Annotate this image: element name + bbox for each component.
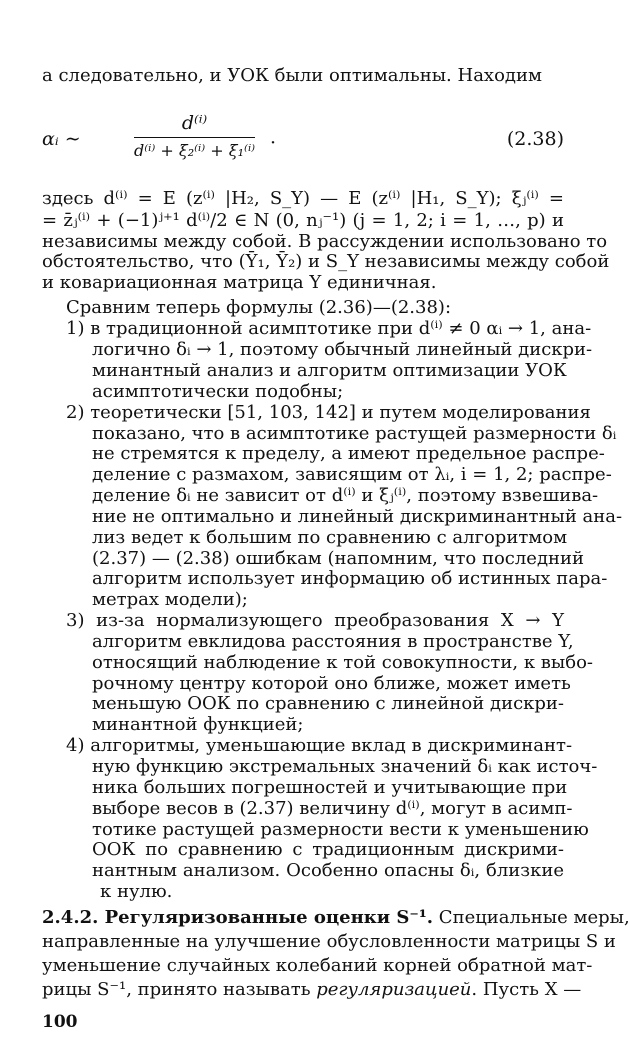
formula-numerator: d⁽ⁱ⁾ <box>181 112 208 134</box>
section-text: рицы S⁻¹, принято называть <box>42 979 317 1000</box>
fraction-bar <box>134 137 255 138</box>
section-text: . Пусть X — <box>471 979 582 1000</box>
text-line: минантной функцией; <box>92 714 304 736</box>
text-line: деление с размахом, зависящим от λᵢ, i = 1, 2; распре- <box>92 464 612 486</box>
section-heading: 2.4.2. Регуляризованные оценки S⁻¹. <box>42 907 434 928</box>
text-line: уменьшение случайных колебаний корней обратной мат- <box>42 955 593 976</box>
page-number: 100 <box>42 1012 78 1032</box>
text-line: алгоритм использует информацию об истинных пара- <box>92 568 608 590</box>
text-line: ООК по сравнению с традиционным дискрими- <box>92 839 564 861</box>
section-heading-line <box>42 906 630 930</box>
text-line: лиз ведет к большим по сравнению с алгоритмом <box>92 526 568 548</box>
text-line: ную функцию экстремальных значений δᵢ как источ- <box>92 755 598 777</box>
formula-2-38 <box>42 112 564 172</box>
formula-denominator: d⁽ⁱ⁾ + ξ₂⁽ⁱ⁾ + ξ₁⁽ⁱ⁾ <box>134 141 256 160</box>
text-line: асимптотически подобны; <box>92 380 344 402</box>
text-line: тотике растущей размерности вести к уменьшению <box>92 818 589 840</box>
text-line: меньшую ООК по сравнению с линейной дискри- <box>92 693 564 715</box>
text-line: выборе весов в (2.37) величину d⁽ⁱ⁾, могут в асимп- <box>92 797 573 819</box>
text-line: не стремятся к пределу, а имеют предельное распре- <box>92 443 605 465</box>
text-line: ние не оптимально и линейный дискриминантный ана- <box>92 505 623 527</box>
text-line: показано, что в асимптотике растущей размерности δᵢ <box>92 422 617 444</box>
formula-lhs: αᵢ ∼ <box>42 128 81 150</box>
text-line: = z̄ⱼ⁽ⁱ⁾ + (−1)ʲ⁺¹ d⁽ⁱ⁾/2 ∈ N (0, nⱼ⁻¹) (j = 1, 2; i = 1, …, p) и <box>42 209 564 231</box>
list-item-2: 2) теоретически [51, 103, 142] и путем моделирования <box>66 401 591 423</box>
text-line: относящий наблюдение к той совокупности, к выбо- <box>92 651 594 673</box>
text-line: обстоятельство, что (Ȳ₁, Ȳ₂) и S_Y независимы между собой <box>42 251 610 273</box>
list-item-3: 3) из-за нормализующего преобразования X → Y <box>66 610 564 632</box>
term-regularization: регуляризацией <box>316 979 472 1000</box>
text-line: (2.37) — (2.38) ошибкам (напомним, что последний <box>92 547 585 569</box>
text-line <box>42 978 582 1002</box>
text-line: Сравним теперь формулы (2.36)—(2.38): <box>66 297 452 319</box>
text-line: нантным анализом. Особенно опасны δᵢ, близкие <box>92 860 564 882</box>
text-line: метрах модели); <box>92 589 248 611</box>
text-line: минантный анализ и алгоритм оптимизации УОК <box>92 359 567 381</box>
list-item-4: 4) алгоритмы, уменьшающие вклад в дискриминант- <box>66 735 573 757</box>
intro-line: а следовательно, и УОК были оптимальны. Находим <box>42 65 543 86</box>
text-line: логично δᵢ → 1, поэтому обычный линейный дискри- <box>92 339 593 361</box>
text-line: ника больших погрешностей и учитывающие при <box>92 776 568 798</box>
text-line: и ковариационная матрица Y единичная. <box>42 272 437 294</box>
formula-trail: · <box>270 132 277 154</box>
text-line: независимы между собой. В рассуждении использовано то <box>42 230 608 252</box>
text-line: деление δᵢ не зависит от d⁽ⁱ⁾ и ξⱼ⁽ⁱ⁾, поэтому взвешива- <box>92 485 599 506</box>
text-line: направленные на улучшение обусловленности матрицы S и <box>42 931 616 952</box>
text-line: здесь d⁽ⁱ⁾ = E (z⁽ⁱ⁾ |H₂, S_Y) — E (z⁽ⁱ⁾ |H₁, S_Y); ξⱼ⁽ⁱ⁾ = <box>42 188 564 209</box>
text-line: рочному центру которой оно ближе, может иметь <box>92 672 571 694</box>
equation-number: (2.38) <box>506 128 564 150</box>
formula-fraction <box>134 112 255 160</box>
text-line: к нулю. <box>100 881 173 902</box>
text-line: алгоритм евклидова расстояния в пространстве Y, <box>92 630 574 652</box>
section-text: Специальные меры, <box>433 907 630 928</box>
list-item-1: 1) в традиционной асимптотике при d⁽ⁱ⁾ ≠ 0 αᵢ → 1, ана- <box>66 318 592 340</box>
